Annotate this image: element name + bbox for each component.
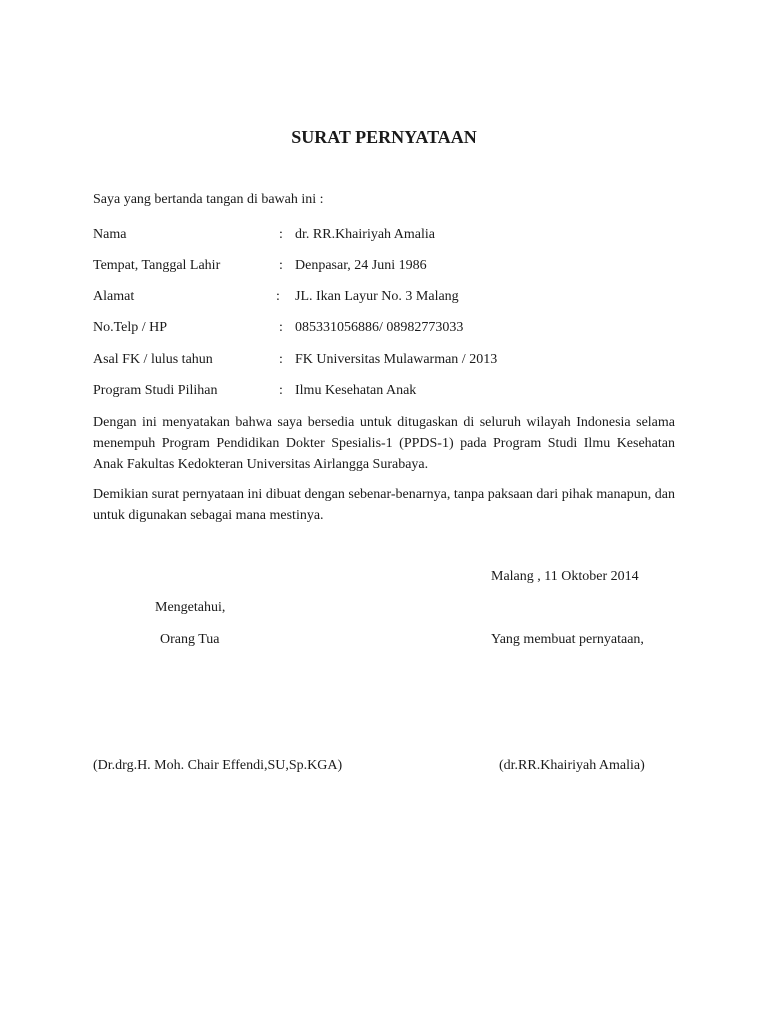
field-row-telp xyxy=(93,320,683,340)
parent-role: Orang Tua xyxy=(160,632,220,647)
field-label: Asal FK / lulus tahun xyxy=(93,352,213,367)
field-value: 085331056886/ 08982773033 xyxy=(295,320,464,335)
field-label: No.Telp / HP xyxy=(93,320,168,335)
field-value: dr. RR.Khairiyah Amalia xyxy=(295,227,435,242)
declarant-role: Yang membuat pernyataan, xyxy=(491,632,644,647)
field-row-asal-fk xyxy=(93,352,683,372)
field-colon: : xyxy=(279,227,283,242)
field-label: Tempat, Tanggal Lahir xyxy=(93,258,221,273)
field-value: FK Universitas Mulawarman / 2013 xyxy=(295,352,498,367)
field-row-program-studi xyxy=(93,383,683,403)
field-colon: : xyxy=(279,352,283,367)
field-value: Ilmu Kesehatan Anak xyxy=(295,383,417,398)
field-row-nama xyxy=(93,227,683,247)
field-label: Program Studi Pilihan xyxy=(93,383,218,398)
field-label: Nama xyxy=(93,227,127,242)
field-value: JL. Ikan Layur No. 3 Malang xyxy=(295,289,459,304)
field-row-alamat xyxy=(93,289,683,309)
field-colon: : xyxy=(276,289,280,304)
place-date: Malang , 11 Oktober 2014 xyxy=(491,569,639,584)
field-row-tempat-tanggal-lahir xyxy=(93,258,683,278)
letter-title: SURAT PERNYATAAN xyxy=(291,127,477,147)
statement-paragraph: Dengan ini menyatakan bahwa saya bersedia untuk ditugaskan di seluruh wilayah Indonesia selama menempuh Program Pendidikan Dokter Spesialis-1 (PPDS-1) pada Program Studi Ilmu Kesehatan Anak Fakultas Kedokteran Universitas Airlangga Surabaya. xyxy=(93,415,675,472)
intro-text: Saya yang bertanda tangan di bawah ini : xyxy=(93,192,324,207)
declarant-signature-name: (dr.RR.Khairiyah Amalia) xyxy=(499,758,645,773)
acknowledged-label: Mengetahui, xyxy=(155,600,226,615)
field-colon: : xyxy=(279,383,283,398)
field-colon: : xyxy=(279,258,283,273)
field-colon: : xyxy=(279,320,283,335)
closing-paragraph: Demikian surat pernyataan ini dibuat dengan sebenar-benarnya, tanpa paksaan dari pihak manapun, dan untuk digunakan sebagai mana mestinya. xyxy=(93,487,675,523)
field-value: Denpasar, 24 Juni 1986 xyxy=(295,258,427,273)
field-label: Alamat xyxy=(93,289,135,304)
parent-signature-name: (Dr.drg.H. Moh. Chair Effendi,SU,Sp.KGA) xyxy=(93,758,343,773)
